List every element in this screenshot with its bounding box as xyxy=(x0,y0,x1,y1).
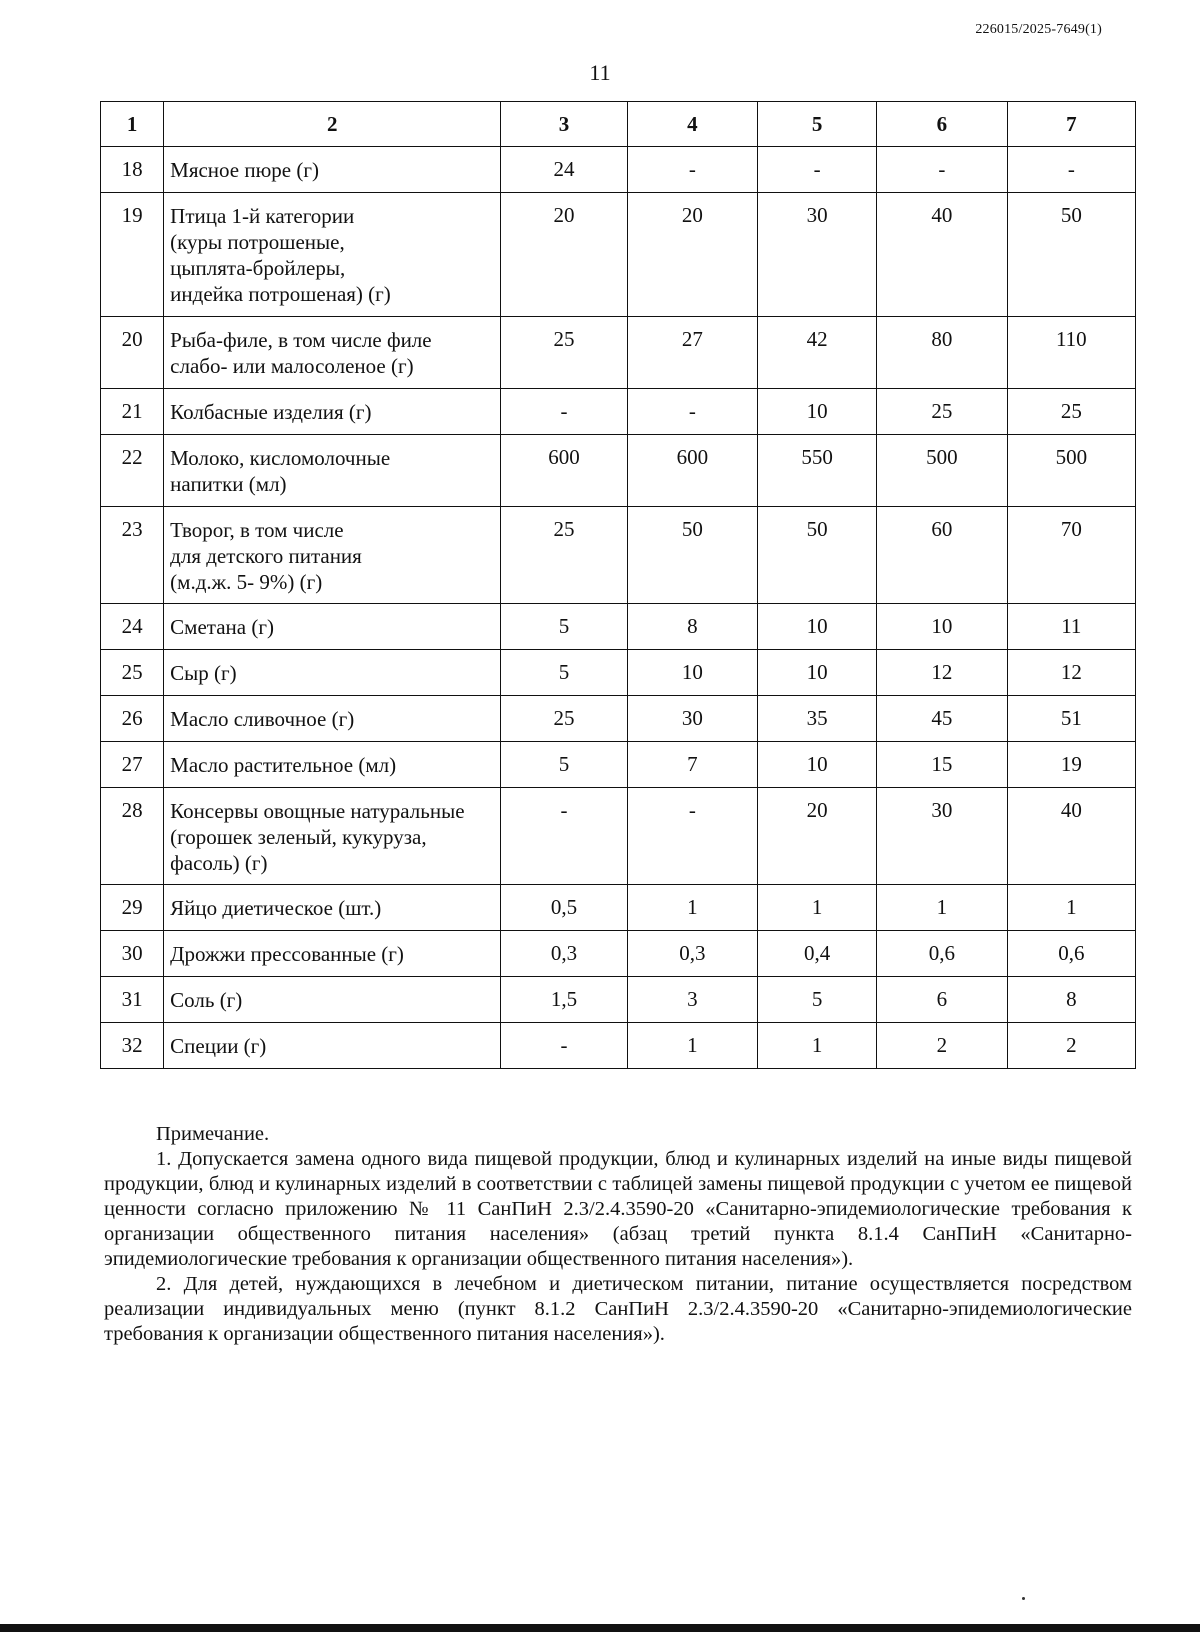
row-number: 31 xyxy=(101,977,164,1023)
column-header: 5 xyxy=(758,102,877,147)
table-row xyxy=(101,193,1136,317)
product-name-line: цыплята-бройлеры, xyxy=(170,256,346,280)
product-name xyxy=(164,1023,501,1069)
product-name xyxy=(164,435,501,507)
value-cell: 25 xyxy=(501,507,627,604)
product-name-line: Творог, в том числе xyxy=(170,518,344,542)
value-cell: 25 xyxy=(501,317,627,389)
product-name xyxy=(164,317,501,389)
scan-speck xyxy=(1022,1597,1025,1600)
row-number: 27 xyxy=(101,742,164,788)
table-row xyxy=(101,742,1136,788)
column-header: 2 xyxy=(164,102,501,147)
value-cell: 0,3 xyxy=(627,931,757,977)
value-cell: 1 xyxy=(1007,885,1135,931)
document-number: 226015/2025-7649(1) xyxy=(975,22,1102,37)
value-cell: 1 xyxy=(758,885,877,931)
value-cell: 25 xyxy=(877,389,1007,435)
table-row xyxy=(101,507,1136,604)
row-number: 32 xyxy=(101,1023,164,1069)
table-row xyxy=(101,435,1136,507)
value-cell: 50 xyxy=(627,507,757,604)
row-number: 19 xyxy=(101,193,164,317)
value-cell: - xyxy=(501,1023,627,1069)
column-header: 7 xyxy=(1007,102,1135,147)
value-cell: 1 xyxy=(627,1023,757,1069)
value-cell: 12 xyxy=(877,650,1007,696)
column-header: 6 xyxy=(877,102,1007,147)
value-cell: 500 xyxy=(1007,435,1135,507)
product-name xyxy=(164,193,501,317)
table-header-row xyxy=(101,102,1136,147)
table-row xyxy=(101,931,1136,977)
value-cell: - xyxy=(627,389,757,435)
value-cell: 0,3 xyxy=(501,931,627,977)
value-cell: 10 xyxy=(758,604,877,650)
value-cell: 5 xyxy=(501,604,627,650)
value-cell: 20 xyxy=(758,788,877,885)
value-cell: - xyxy=(501,389,627,435)
product-name-line: Консервы овощные натуральные xyxy=(170,799,465,823)
value-cell: 50 xyxy=(1007,193,1135,317)
notes-section xyxy=(104,1122,1132,1347)
value-cell: 10 xyxy=(877,604,1007,650)
notes-title: Примечание. xyxy=(156,1123,270,1145)
table-row xyxy=(101,650,1136,696)
product-name xyxy=(164,696,501,742)
product-name xyxy=(164,788,501,885)
value-cell: 45 xyxy=(877,696,1007,742)
value-cell: - xyxy=(627,788,757,885)
value-cell: 60 xyxy=(877,507,1007,604)
product-name-line: Специи (г) xyxy=(170,1034,267,1058)
table-row xyxy=(101,317,1136,389)
value-cell: 25 xyxy=(1007,389,1135,435)
row-number: 23 xyxy=(101,507,164,604)
product-name-line: Колбасные изделия (г) xyxy=(170,400,372,424)
product-name xyxy=(164,931,501,977)
value-cell: 25 xyxy=(501,696,627,742)
value-cell: 5 xyxy=(501,742,627,788)
row-number: 30 xyxy=(101,931,164,977)
value-cell: 1 xyxy=(758,1023,877,1069)
column-header: 1 xyxy=(101,102,164,147)
row-number: 29 xyxy=(101,885,164,931)
product-name xyxy=(164,650,501,696)
product-name-line: Масло растительное (мл) xyxy=(170,753,397,777)
value-cell: 0,6 xyxy=(877,931,1007,977)
value-cell: 110 xyxy=(1007,317,1135,389)
value-cell: 24 xyxy=(501,147,627,193)
table-row xyxy=(101,147,1136,193)
row-number: 18 xyxy=(101,147,164,193)
value-cell: 1 xyxy=(877,885,1007,931)
value-cell: 27 xyxy=(627,317,757,389)
value-cell: 5 xyxy=(758,977,877,1023)
column-header: 4 xyxy=(627,102,757,147)
table-row xyxy=(101,1023,1136,1069)
value-cell: - xyxy=(627,147,757,193)
value-cell: 8 xyxy=(627,604,757,650)
product-name-line: напитки (мл) xyxy=(170,472,287,496)
value-cell: 40 xyxy=(1007,788,1135,885)
value-cell: 6 xyxy=(877,977,1007,1023)
table-row xyxy=(101,788,1136,885)
product-name-line: Рыба-филе, в том числе филе xyxy=(170,328,432,352)
value-cell: 30 xyxy=(758,193,877,317)
note-item: 1. Допускается замена одного вида пищевой продукции, блюд и кулинарных изделий на иные виды пищевой продукции, блюд и кулинарных изделий в соответствии с таблицей замены пищевой продукции с учетом ее пищевой ценности согласно приложению № 11 СанПиН 2.3/2.4.3590-20 «Санитарно-эпидемиологические требования к организации общественного питания населения» (абзац третий пункта 8.1.4 СанПиН «Санитарно-эпидемиологические требования к организации общественного питания населения»). xyxy=(104,1148,1132,1270)
value-cell: 0,5 xyxy=(501,885,627,931)
value-cell: 40 xyxy=(877,193,1007,317)
table-body xyxy=(101,147,1136,1069)
product-name-line: (куры потрошеные, xyxy=(170,230,345,254)
product-name-line: Соль (г) xyxy=(170,988,243,1012)
page-number: 11 xyxy=(589,60,611,85)
row-number: 26 xyxy=(101,696,164,742)
value-cell: 1,5 xyxy=(501,977,627,1023)
row-number: 28 xyxy=(101,788,164,885)
scan-bottom-edge xyxy=(0,1624,1200,1632)
value-cell: 10 xyxy=(758,742,877,788)
value-cell: 15 xyxy=(877,742,1007,788)
value-cell: 30 xyxy=(627,696,757,742)
value-cell: 12 xyxy=(1007,650,1135,696)
product-name-line: Молоко, кисломолочные xyxy=(170,446,391,470)
product-name-line: (м.д.ж. 5- 9%) (г) xyxy=(170,570,323,594)
product-name-line: Мясное пюре (г) xyxy=(170,158,319,182)
nutrition-table xyxy=(100,101,1136,1069)
value-cell: 80 xyxy=(877,317,1007,389)
row-number: 20 xyxy=(101,317,164,389)
product-name-line: Масло сливочное (г) xyxy=(170,707,355,731)
product-name xyxy=(164,742,501,788)
table-row xyxy=(101,604,1136,650)
product-name-line: Дрожжи прессованные (г) xyxy=(170,942,404,966)
row-number: 21 xyxy=(101,389,164,435)
product-name xyxy=(164,885,501,931)
value-cell: 600 xyxy=(501,435,627,507)
value-cell: 20 xyxy=(627,193,757,317)
product-name-line: Сметана (г) xyxy=(170,615,274,639)
value-cell: 500 xyxy=(877,435,1007,507)
row-number: 22 xyxy=(101,435,164,507)
value-cell: 8 xyxy=(1007,977,1135,1023)
table-row xyxy=(101,977,1136,1023)
column-header: 3 xyxy=(501,102,627,147)
value-cell: 35 xyxy=(758,696,877,742)
value-cell: 20 xyxy=(501,193,627,317)
product-name-line: слабо- или малосоленое (г) xyxy=(170,354,414,378)
value-cell: 7 xyxy=(627,742,757,788)
value-cell: 0,4 xyxy=(758,931,877,977)
product-name-line: индейка потрошеная) (г) xyxy=(170,282,391,306)
value-cell: 30 xyxy=(877,788,1007,885)
value-cell: 42 xyxy=(758,317,877,389)
value-cell: - xyxy=(501,788,627,885)
product-name-line: Птица 1-й категории xyxy=(170,204,355,228)
product-name xyxy=(164,507,501,604)
value-cell: - xyxy=(1007,147,1135,193)
value-cell: 0,6 xyxy=(1007,931,1135,977)
value-cell: 10 xyxy=(758,389,877,435)
product-name xyxy=(164,147,501,193)
product-name xyxy=(164,389,501,435)
product-name xyxy=(164,604,501,650)
value-cell: 5 xyxy=(501,650,627,696)
value-cell: 51 xyxy=(1007,696,1135,742)
value-cell: 11 xyxy=(1007,604,1135,650)
value-cell: 2 xyxy=(877,1023,1007,1069)
value-cell: 600 xyxy=(627,435,757,507)
row-number: 25 xyxy=(101,650,164,696)
product-name-line: для детского питания xyxy=(170,544,362,568)
value-cell: - xyxy=(877,147,1007,193)
value-cell: 550 xyxy=(758,435,877,507)
table-row xyxy=(101,389,1136,435)
note-item: 2. Для детей, нуждающихся в лечебном и диетическом питании, питание осуществляется посредством реализации индивидуальных меню (пункт 8.1.2 СанПиН 2.3/2.4.3590-20 «Санитарно-эпидемиологические требования к организации общественного питания населения»). xyxy=(104,1273,1132,1345)
value-cell: 50 xyxy=(758,507,877,604)
table-row xyxy=(101,885,1136,931)
value-cell: 1 xyxy=(627,885,757,931)
value-cell: 10 xyxy=(627,650,757,696)
value-cell: 19 xyxy=(1007,742,1135,788)
row-number: 24 xyxy=(101,604,164,650)
table-row xyxy=(101,696,1136,742)
product-name-line: Яйцо диетическое (шт.) xyxy=(170,896,382,920)
product-name-line: фасоль) (г) xyxy=(170,851,268,875)
value-cell: 70 xyxy=(1007,507,1135,604)
value-cell: 2 xyxy=(1007,1023,1135,1069)
value-cell: 10 xyxy=(758,650,877,696)
value-cell: - xyxy=(758,147,877,193)
product-name-line: Сыр (г) xyxy=(170,661,237,685)
product-name xyxy=(164,977,501,1023)
value-cell: 3 xyxy=(627,977,757,1023)
product-name-line: (горошек зеленый, кукуруза, xyxy=(170,825,427,849)
